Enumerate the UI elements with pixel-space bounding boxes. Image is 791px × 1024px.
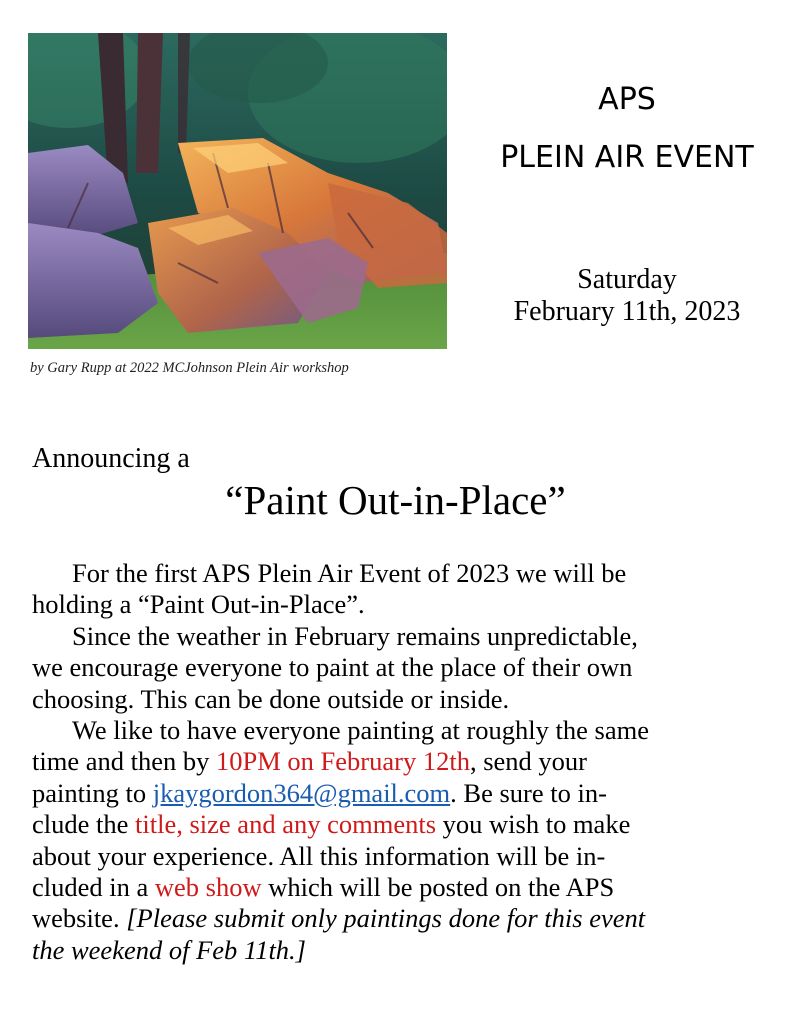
- text-line: We like to have everyone painting at roughly the same: [72, 715, 649, 746]
- event-date: February 11th, 2023: [513, 296, 741, 327]
- painting-caption: by Gary Rupp at 2022 MCJohnson Plein Air workshop: [30, 360, 349, 376]
- text-fragment: website.: [32, 903, 127, 934]
- event-description: [32, 558, 772, 966]
- text-fragment: , send your: [469, 746, 587, 777]
- paragraph-3: [32, 715, 772, 966]
- text-fragment: you wish to make: [436, 809, 631, 840]
- painting-image: [28, 33, 447, 349]
- paragraph-1: [32, 558, 772, 621]
- email-link[interactable]: jkaygordon364@gmail.com: [152, 777, 451, 808]
- text-fragment: time and then by: [32, 746, 216, 777]
- painting-rocks-graphic: [28, 33, 447, 349]
- event-title: PLEIN AIR EVENT: [500, 140, 754, 175]
- deadline-highlight: 10PM on February 12th: [216, 746, 470, 777]
- event-day: Saturday: [577, 264, 677, 295]
- announce-title: “Paint Out-in-Place”: [225, 477, 566, 523]
- org-title: APS: [598, 82, 656, 117]
- text-fragment: painting to: [32, 777, 153, 808]
- submission-note: [Please submit only paintings done for this event: [126, 903, 646, 934]
- required-info-highlight: title, size and any comments: [135, 809, 437, 840]
- text-fragment: . Be sure to in-: [450, 777, 607, 808]
- text-line: For the first APS Plein Air Event of 2023 we will be: [72, 558, 627, 588]
- web-show-highlight: web show: [154, 872, 262, 903]
- text-line: Since the weather in February remains unpredictable,: [72, 620, 638, 651]
- text-fragment: clude the: [32, 809, 136, 840]
- submission-note-end: the weekend of Feb 11th.]: [32, 934, 306, 965]
- text-fragment: which will be posted on the APS: [261, 872, 615, 903]
- text-line: we encourage everyone to paint at the place of their own: [32, 652, 633, 683]
- announce-intro: Announcing a: [32, 443, 190, 474]
- paragraph-2: [32, 621, 772, 715]
- text-line: choosing. This can be done outside or inside.: [32, 683, 510, 714]
- text-fragment: cluded in a: [32, 872, 155, 903]
- text-line: about your experience. All this information will be in-: [32, 840, 606, 871]
- text-line: holding a “Paint Out-in-Place”.: [32, 589, 365, 620]
